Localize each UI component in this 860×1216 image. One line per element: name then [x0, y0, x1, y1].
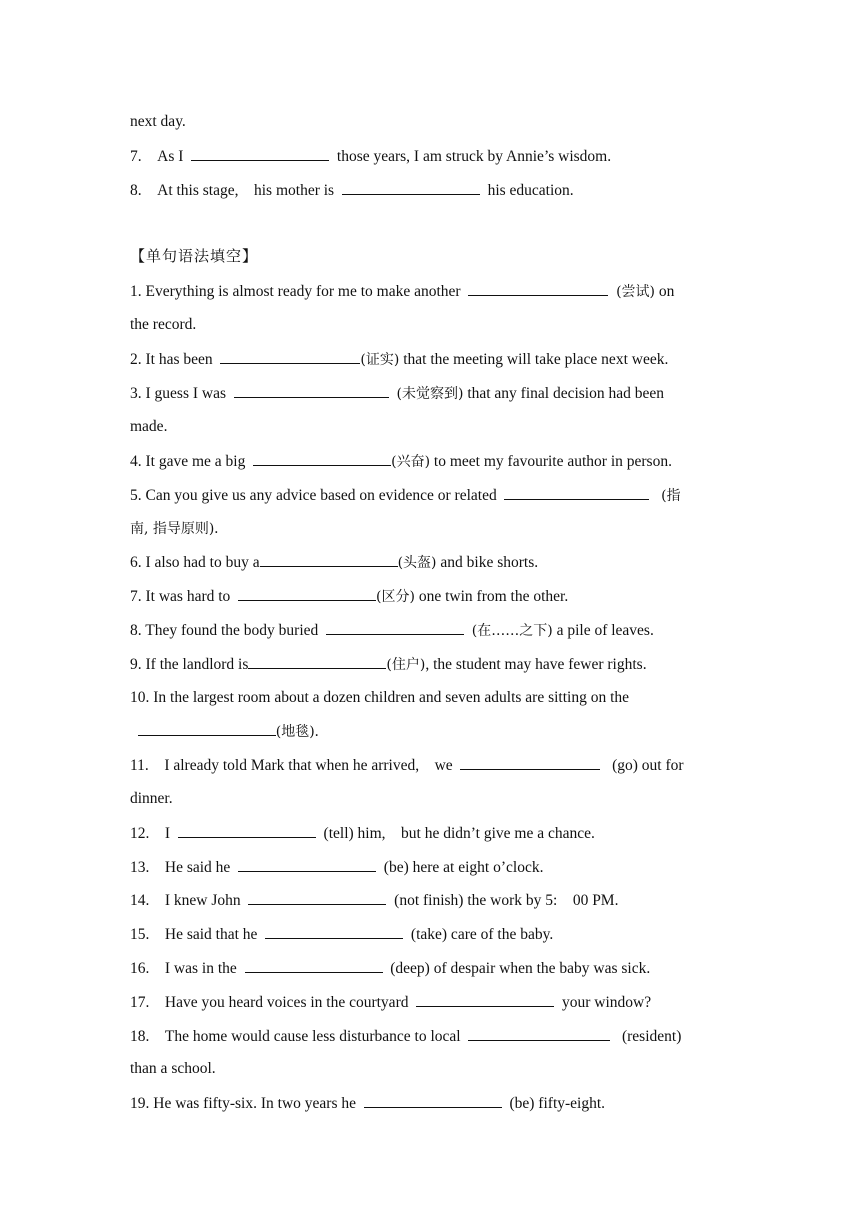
- grammar-item-16: 16. I was in the (deep) of despair when the baby was sick.: [130, 960, 651, 977]
- grammar-item-13: 13. He said he (be) here at eight o’clock.: [130, 859, 544, 876]
- answer-blank[interactable]: [326, 620, 464, 635]
- grammar-item-19: 19. He was fifty-six. In two years he (be) fifty-eight.: [130, 1095, 606, 1112]
- answer-blank[interactable]: [260, 552, 398, 567]
- grammar-item-1: 1. Everything is almost ready for me to make another (尝试) on: [130, 283, 675, 300]
- continuation-text: next day.: [130, 113, 186, 130]
- answer-blank[interactable]: [248, 890, 386, 905]
- grammar-item-3: 3. I guess I was (未觉察到) that any final decision had been: [130, 385, 665, 402]
- grammar-item-7: 7. It was hard to (区分) one twin from the other.: [130, 588, 569, 605]
- grammar-item-10: 10. In the largest room about a dozen children and seven adults are sitting on the: [130, 689, 630, 706]
- grammar-item-3-cont: made.: [130, 418, 168, 435]
- answer-blank[interactable]: [220, 349, 360, 364]
- answer-blank[interactable]: [416, 992, 554, 1007]
- grammar-item-14: 14. I knew John (not finish) the work by 5: 00 PM.: [130, 892, 619, 909]
- grammar-item-17: 17. Have you heard voices in the courtyard your window?: [130, 994, 652, 1011]
- grammar-item-10-cont: (地毯).: [130, 721, 319, 742]
- grammar-item-6: 6. I also had to buy a (头盔) and bike shorts.: [130, 554, 539, 571]
- grammar-item-15: 15. He said that he (take) care of the baby.: [130, 926, 554, 943]
- answer-blank[interactable]: [178, 823, 316, 838]
- answer-blank[interactable]: [253, 451, 391, 466]
- grammar-item-9: 9. If the landlord is (住户), the student may have fewer rights.: [130, 656, 647, 673]
- grammar-item-18-cont: than a school.: [130, 1060, 216, 1077]
- grammar-item-5: 5. Can you give us any advice based on evidence or related (指: [130, 487, 681, 504]
- answer-blank[interactable]: [342, 180, 480, 195]
- grammar-item-5-cont: 南, 指导原则).: [130, 520, 219, 537]
- answer-blank[interactable]: [245, 958, 383, 973]
- grammar-item-8: 8. They found the body buried (在……之下) a pile of leaves.: [130, 622, 654, 639]
- translation-item-7: 7. As I those years, I am struck by Annie’s wisdom.: [130, 148, 612, 165]
- answer-blank[interactable]: [265, 924, 403, 939]
- answer-blank[interactable]: [468, 1026, 610, 1041]
- answer-blank[interactable]: [234, 383, 389, 398]
- answer-blank[interactable]: [460, 755, 600, 770]
- section-heading: 【单句语法填空】: [130, 247, 259, 265]
- answer-blank[interactable]: [238, 586, 376, 601]
- grammar-item-2: 2. It has been (证实) that the meeting will take place next week.: [130, 351, 669, 368]
- answer-blank[interactable]: [248, 654, 386, 669]
- grammar-item-1-cont: the record.: [130, 316, 197, 333]
- answer-blank[interactable]: [468, 281, 608, 296]
- grammar-item-18: 18. The home would cause less disturbance to local (resident): [130, 1028, 682, 1045]
- grammar-item-12: 12. I (tell) him, but he didn’t give me a chance.: [130, 825, 595, 842]
- answer-blank[interactable]: [191, 146, 329, 161]
- answer-blank[interactable]: [364, 1093, 502, 1108]
- answer-blank[interactable]: [504, 485, 649, 500]
- answer-blank[interactable]: [238, 857, 376, 872]
- grammar-item-11-cont: dinner.: [130, 790, 173, 807]
- answer-blank[interactable]: [138, 721, 276, 736]
- grammar-item-11: 11. I already told Mark that when he arrived, we (go) out for: [130, 757, 684, 774]
- translation-item-8: 8. At this stage, his mother is his education.: [130, 182, 574, 199]
- grammar-item-4: 4. It gave me a big (兴奋) to meet my favourite author in person.: [130, 453, 672, 470]
